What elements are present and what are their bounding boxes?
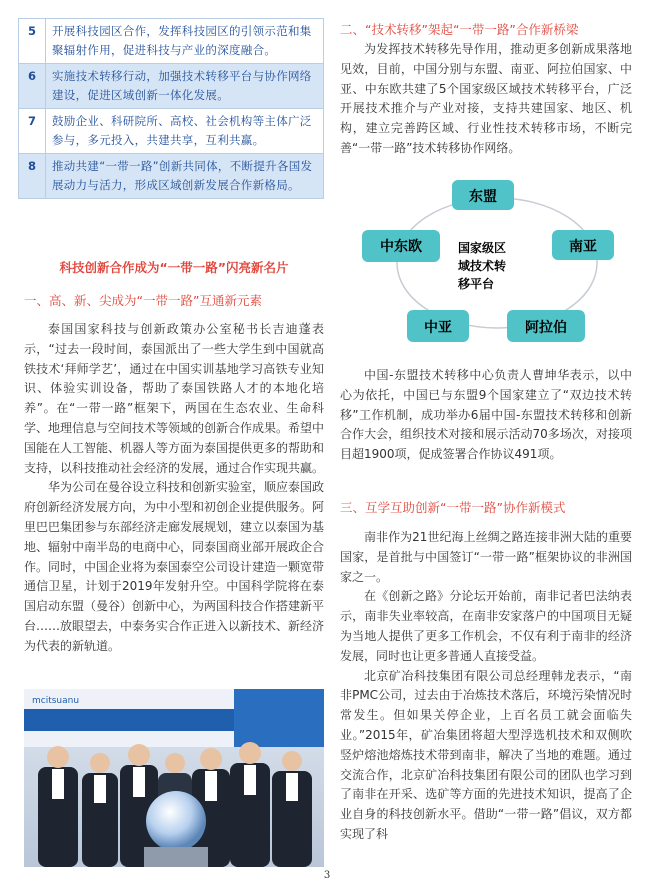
node-label: 南亚	[569, 239, 597, 255]
paragraph: 南非作为21世纪海上丝绸之路连接非洲大陆的重要国家，是首批与中国签订“一带一路”框架协议的非洲国家之一。	[340, 530, 632, 584]
node-label: 东盟	[469, 189, 497, 205]
globe-icon	[146, 791, 206, 851]
paragraph: 中国-东盟技术转移中心负责人曹坤华表示，以中心为依托，中国已与东盟9个国家建立了“双边技术转移”工作机制，成功举办6届中国-东盟技术转移和创新合作大会，组织技术对接和展示活动70多场次，对接项目超1900项，促成签署合作协议491项。	[340, 368, 632, 462]
tech-transfer-diagram	[362, 178, 632, 348]
hub-label: 移平台	[458, 277, 495, 291]
paragraph: 华为公司在曼谷设立科技和创新实验室，顺应泰国政府创新经济发展方向，为中小型和初创企业提供服务。阿里巴巴集团参与东部经济走廊发展规划，建立以泰国为基地、辐射中南半岛的电商中心，同泰国商业部开展政企合作。同时，中国企业将为泰国泰空公司设计建造一颗宽带通信卫星，计划于2019年发射升空。中国科学院将在泰国启动东盟（曼谷）创新中心，为两国科技合作搭建新平台……放眼望去，中泰务实合作正进入以新技术、新经济为代表的新轨道。	[24, 480, 325, 653]
ceremony-photo	[24, 689, 324, 867]
node-label: 中东欧	[380, 239, 422, 255]
row-text: 实施技术转移行动，加强技术转移平台与协作网络建设，促进区域创新一体化发展。	[46, 64, 324, 109]
paragraph: 北京矿冶科技集团有限公司总经理韩龙表示，“南非PMC公司，过去由于冶炼技术落后，环境污染情况时常发生。但如果关停企业，上百名员工就会面临失业。”2015年，矿冶集团将超大型浮选机技术和双侧吹竖炉熔池熔炼技术带到南非，解决了当地的难题。通过交流合作，北京矿冶科技集团有限公司的团队也学习到了南非在开采、选矿等方面的先进技术知识，提高了企业自身的科技创新水平。借助“一带一路”倡议，双方都实现了科	[340, 668, 632, 841]
hub-label: 国家级区	[458, 241, 507, 255]
left-body	[24, 320, 324, 657]
node-label: 阿拉伯	[525, 320, 567, 336]
ceremony-photo-drawing	[24, 689, 324, 867]
row-text: 鼓励企业、科研院所、高校、社会机构等主体广泛参与，多元投入，共建共享，互利共赢。	[46, 109, 324, 154]
right-body-mid	[340, 366, 632, 465]
section-title: 科技创新合作成为“一带一路”闪亮新名片	[59, 260, 289, 275]
row-number: 7	[19, 109, 46, 154]
tech-transfer-diagram-drawing	[362, 178, 632, 348]
paragraph: 泰国国家科技与创新政策办公室秘书长吉迪蓬表示，“过去一段时间，泰国派出了一些大学生到中国就高铁技术‘拜师学艺’，通过在中国实训基地学习高铁专业知识、体验实训设备，帮助了泰国铁路人才的本地化培养”。在“一带一路”框架下，两国在生态农业、生命科学、地理信息与空间技术等领域的创新合作成果。希望中国能在人工智能、机器人等方面为泰国提供更多的帮助和支持，以科技推动社会经济的发展，通过合作实现共赢。	[24, 322, 325, 475]
heading-two: 二、“技术转移”架起“一带一路”合作新桥梁	[340, 22, 579, 37]
row-text: 推动共建“一带一路”创新共同体，不断提升各国发展动力与活力，形成区域创新发展合作新格局。	[46, 154, 324, 199]
banner-text: mcitsuanu	[32, 696, 80, 706]
page-number: 3	[323, 870, 331, 881]
node-label: 中亚	[424, 320, 452, 336]
measures-table	[18, 18, 324, 199]
table-row	[19, 64, 324, 109]
right-body-bottom	[340, 528, 632, 845]
paragraph: 为发挥技术转移先导作用，推动更多创新成果落地见效，目前，中国分别与东盟、南亚、阿拉伯国家、中亚、中东欧共建了5个国家级区域技术转移平台，广泛开展技术推介与产业对接，支持共建国家、地区、机构，建立完善跨区域、行业性技术转移市场，不断完善“一带一路”技术转移协作网络。	[340, 42, 632, 155]
table-row	[19, 154, 324, 199]
row-text: 开展科技园区合作，发挥科技园区的引领示范和集聚辐射作用，促进科技与产业的深度融合。	[46, 19, 324, 64]
right-body-top	[340, 40, 632, 159]
row-number: 6	[19, 64, 46, 109]
paragraph: 在《创新之路》分论坛开始前，南非记者巴法纳表示，南非失业率较高，在南非安家落户的中国项目无疑为当地人提供了更多工作机会，不仅有利于南非的经济发展，同时也让更多普通人直接受益。	[340, 589, 632, 663]
table-row	[19, 19, 324, 64]
hub-label: 域技术转	[458, 259, 507, 273]
heading-one: 一、高、新、尖成为“一带一路”互通新元素	[24, 293, 262, 308]
row-number: 8	[19, 154, 46, 199]
table-row	[19, 109, 324, 154]
row-number: 5	[19, 19, 46, 64]
heading-three: 三、互学互助创新“一带一路”协作新模式	[340, 500, 566, 515]
